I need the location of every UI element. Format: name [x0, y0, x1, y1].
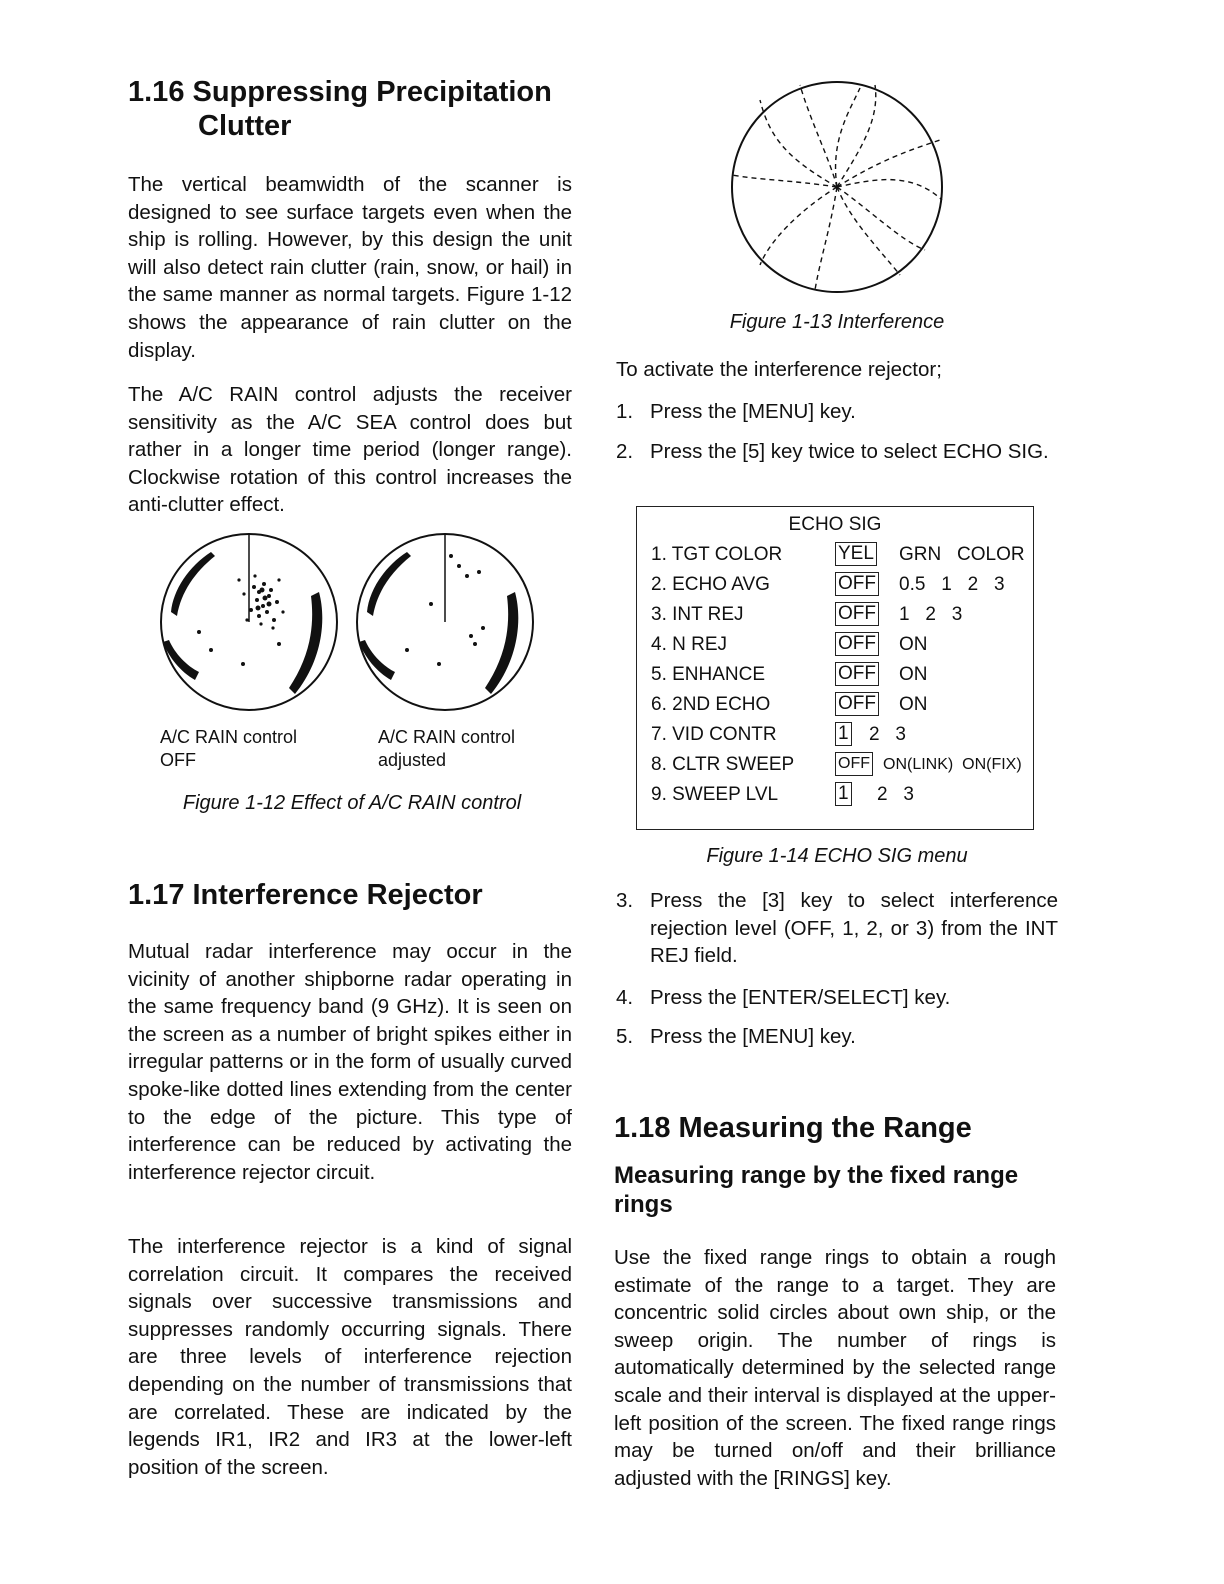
interference-intro: To activate the interference rejector; — [616, 358, 942, 381]
fig-left-label: A/C RAIN control OFF — [160, 727, 298, 770]
section-1-16-title: 1.16 Suppressing Precipitation Clutter — [128, 76, 552, 142]
step-4: 4. Press the [ENTER/SELECT] key. — [616, 985, 951, 1009]
section-1-18-para1: Use the fixed range rings to obtain a rough estimate of the range to a target. They are concentric solid circles about own ship, or the sweep origin. The number of rings is automatically determined by the selected range scale and their interval is displayed at the upper-left position of the screen. The fixed range rings may be turned on/off and their brilliance adjusted with the [RINGS] key. — [614, 1246, 1056, 1490]
radar-display-rain-off — [159, 532, 339, 712]
section-1-18-subtitle: Measuring range by the fixed range rings — [614, 1162, 1019, 1218]
menu-row: 7. VID CONTR 1 2 3 — [651, 723, 906, 745]
menu-title: ECHO SIG — [788, 514, 882, 535]
figure-1-12-caption: Figure 1-12 Effect of A/C RAIN control — [182, 792, 522, 814]
menu-row: 2. ECHO AVG OFF 0.5 1 2 3 — [651, 573, 1005, 595]
menu-row: 9. SWEEP LVL 1 2 3 — [651, 783, 914, 805]
radar-display-rain-adjusted — [355, 532, 535, 712]
figure-1-13-caption: Figure 1-13 Interference — [729, 311, 945, 333]
steps-list-b — [616, 887, 1058, 1051]
step-3: 3. Press the [3] key to select interference rejection level (OFF, 1, 2, or 3) from the INT REJ field. — [616, 889, 1058, 968]
step-2: 2. Press the [5] key twice to select ECHO SIG. — [616, 439, 1049, 463]
menu-row: 6. 2ND ECHO OFF ON — [651, 693, 928, 715]
section-1-16-para1: The vertical beamwidth of the scanner is designed to see surface targets even when the ship is rolling. However, by this design the unit will also detect rain clutter (rain, snow, or hail) in the same manner as normal targets. Figure 1-12 shows the appearance of rain clutter on the display. — [128, 173, 572, 362]
menu-row: 4. N REJ OFF ON — [651, 633, 928, 655]
menu-row: 8. CLTR SWEEP OFF ON(LINK) ON(FIX) — [651, 754, 1022, 775]
menu-row: 1. TGT COLOR YEL GRN COLOR — [651, 543, 1025, 565]
steps-list-a — [616, 398, 1058, 465]
step-1: 1. Press the [MENU] key. — [616, 400, 856, 423]
interference-figure — [730, 80, 945, 295]
section-1-17-title: 1.17 Interference Rejector — [128, 879, 483, 911]
section-1-17-para2: The interference rejector is a kind of signal correlation circuit. It compares the received signals over successive transmissions and suppresses randomly occurring signals. There are three levels of interference rejection depending on the number of transmissions that are correlated. These are indicated by the legends IR1, IR2 and IR3 at the lower-left position of the screen. — [128, 1235, 572, 1479]
echo-sig-menu — [636, 506, 1034, 830]
section-1-16-para2: The A/C RAIN control adjusts the receiver sensitivity as the A/C SEA control does but rather in a longer time period (longer range). Clockwise rotation of this control increases the anti-clutter effect. — [128, 383, 572, 517]
fig-right-label: A/C RAIN control adjusted — [378, 727, 516, 770]
figure-1-14-caption: Figure 1-14 ECHO SIG menu — [706, 845, 968, 867]
step-5: 5. Press the [MENU] key. — [616, 1025, 856, 1049]
section-1-17-para1: Mutual radar interference may occur in the vicinity of another shipborne radar operating in the same frequency band (9 GHz). It is seen on the screen as a number of bright spikes either in irregular patterns or in the form of usually curved spoke-like dotted lines extending from the center to the edge of the picture. This type of interference can be reduced by activating the interference rejector circuit. — [128, 940, 572, 1184]
section-1-18-title: 1.18 Measuring the Range — [614, 1112, 972, 1144]
menu-row: 3. INT REJ OFF 1 2 3 — [651, 603, 963, 625]
menu-row: 5. ENHANCE OFF ON — [651, 663, 928, 685]
